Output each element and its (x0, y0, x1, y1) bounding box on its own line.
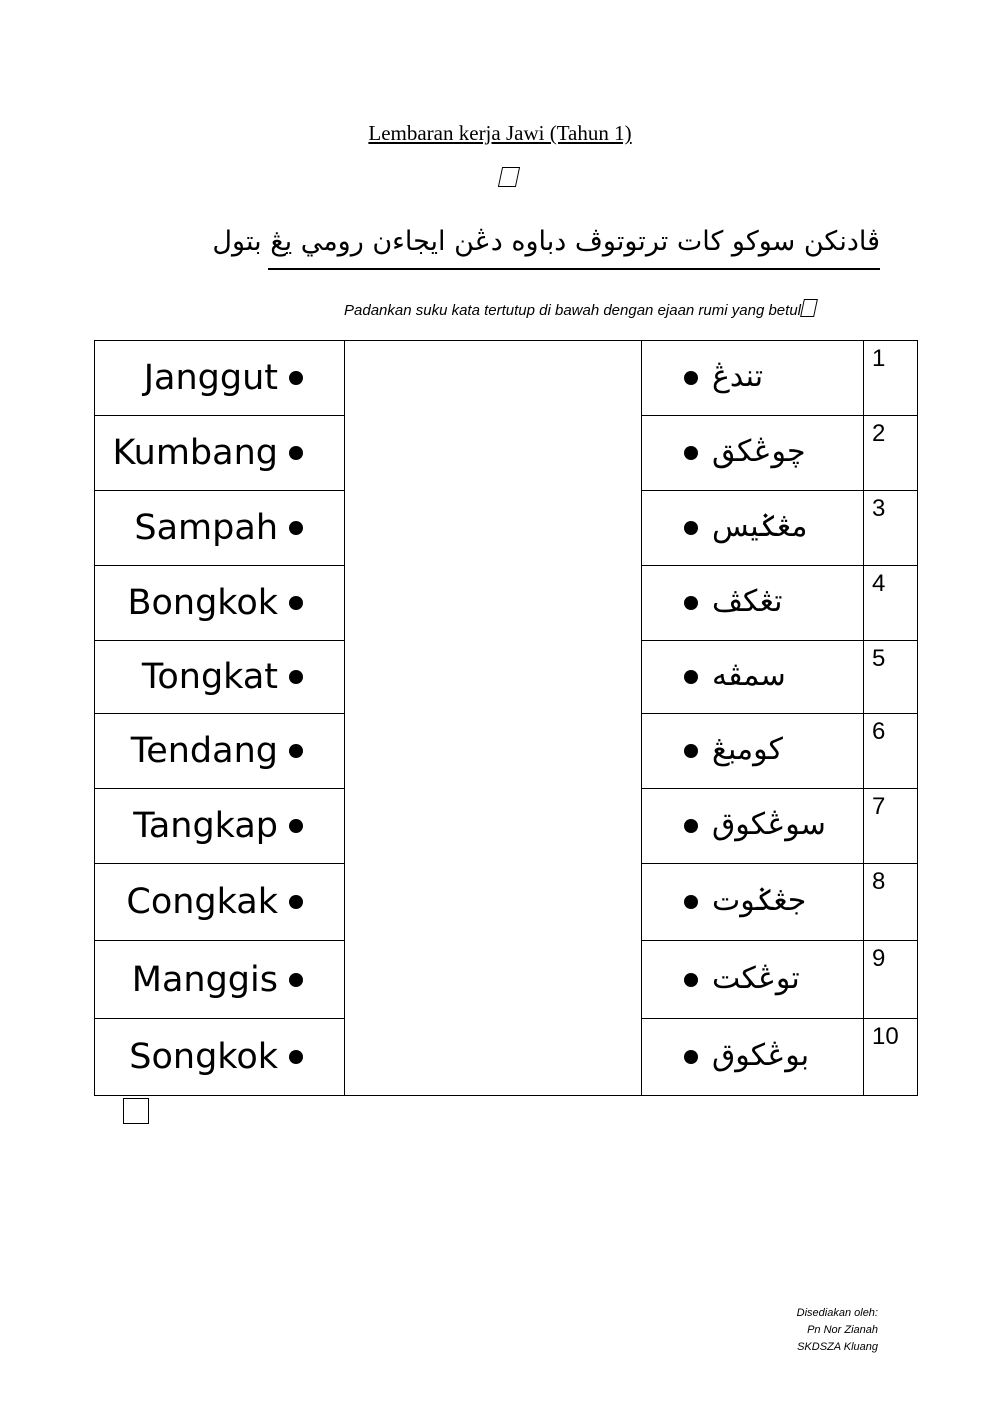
row-number: 10 (872, 1023, 899, 1050)
match-dot-icon[interactable] (289, 819, 303, 833)
rumi-word-cell (95, 416, 345, 491)
rumi-word: Janggut (143, 358, 278, 398)
credit-author-name: Pn Nor Zianah (807, 1324, 878, 1336)
match-dot-icon[interactable] (289, 670, 303, 684)
jawi-word: بوڠكوق (712, 1037, 810, 1073)
jawi-word: تڠكڤ (712, 583, 783, 619)
jawi-word-cell (642, 789, 864, 864)
row-number-cell (864, 566, 918, 641)
row-number: 9 (872, 945, 886, 972)
match-dot-icon[interactable] (289, 1050, 303, 1064)
rumi-word-cell (95, 789, 345, 864)
placeholder-glyph-icon (800, 299, 818, 317)
rumi-instruction (344, 299, 816, 319)
match-dot-icon[interactable] (289, 596, 303, 610)
rumi-word: Tangkap (133, 806, 278, 846)
jawi-word: چوڠكق (712, 433, 806, 469)
row-number-cell (864, 1019, 918, 1096)
match-dot-icon[interactable] (684, 1050, 698, 1064)
rumi-word-cell (95, 641, 345, 714)
row-number-cell (864, 641, 918, 714)
rumi-instruction-text: Padankan suku kata tertutup di bawah dengan ejaan rumi yang betul (344, 302, 801, 319)
match-dot-icon[interactable] (289, 744, 303, 758)
row-number-cell (864, 941, 918, 1019)
match-dot-icon[interactable] (289, 446, 303, 460)
match-dot-icon[interactable] (289, 895, 303, 909)
rumi-word-cell (95, 341, 345, 416)
jawi-word-cell (642, 1019, 864, 1096)
match-dot-icon[interactable] (684, 521, 698, 535)
match-dot-icon[interactable] (289, 521, 303, 535)
row-number: 7 (872, 793, 886, 820)
jawi-word-cell (642, 341, 864, 416)
jawi-word: سوڠكوق (712, 806, 826, 842)
jawi-word-cell (642, 864, 864, 941)
placeholder-glyph-icon (498, 167, 520, 187)
row-number: 4 (872, 570, 886, 597)
match-dot-icon[interactable] (684, 973, 698, 987)
rumi-word: Sampah (134, 508, 278, 548)
rumi-word-cell (95, 566, 345, 641)
rumi-word-cell (95, 1019, 345, 1096)
row-number: 8 (872, 868, 886, 895)
rumi-word: Songkok (129, 1037, 278, 1077)
rumi-word-cell (95, 714, 345, 789)
jawi-instruction: ڤادنكن سوكو كات ترتوتوڤ دباوه دڠن ايجاءن رومي يڠ بتول (268, 222, 880, 270)
jawi-word: تندڠ (712, 358, 764, 394)
credit-school: SKDSZA Kluang (797, 1341, 878, 1353)
match-dot-icon[interactable] (684, 670, 698, 684)
match-dot-icon[interactable] (684, 446, 698, 460)
jawi-word: مڠݢيس (712, 508, 808, 544)
credit-prepared-by: Disediakan oleh: (796, 1307, 878, 1319)
row-number: 5 (872, 645, 886, 672)
jawi-word-cell (642, 491, 864, 566)
matching-area[interactable] (345, 341, 642, 1096)
jawi-word-cell (642, 714, 864, 789)
jawi-word-cell (642, 641, 864, 714)
jawi-word-cell (642, 566, 864, 641)
match-dot-icon[interactable] (684, 596, 698, 610)
rumi-word: Tendang (130, 731, 278, 771)
rumi-word-cell (95, 941, 345, 1019)
row-number-cell (864, 491, 918, 566)
jawi-word: جڠݢوت (712, 882, 807, 918)
row-number-cell (864, 416, 918, 491)
match-dot-icon[interactable] (684, 744, 698, 758)
match-dot-icon[interactable] (684, 371, 698, 385)
rumi-word: Bongkok (127, 583, 278, 623)
row-number-cell (864, 789, 918, 864)
rumi-word: Tongkat (141, 657, 278, 697)
empty-checkbox-icon (123, 1098, 149, 1124)
row-number: 1 (872, 345, 886, 372)
rumi-word: Congkak (126, 882, 278, 922)
row-number-cell (864, 864, 918, 941)
author-credit (700, 1305, 878, 1356)
row-number-cell (864, 714, 918, 789)
rumi-word-cell (95, 491, 345, 566)
jawi-word-cell (642, 416, 864, 491)
worksheet-title: Lembaran kerja Jawi (Tahun 1) (368, 121, 632, 145)
jawi-word-cell (642, 941, 864, 1019)
matching-table (94, 340, 918, 1096)
match-dot-icon[interactable] (684, 819, 698, 833)
row-number: 2 (872, 420, 886, 447)
jawi-word: توڠكت (712, 960, 800, 996)
jawi-word: سمڤه (712, 657, 786, 693)
jawi-word: كومبڠ (712, 731, 783, 767)
table-row (95, 341, 918, 416)
match-dot-icon[interactable] (289, 371, 303, 385)
row-number-cell (864, 341, 918, 416)
rumi-word: Manggis (131, 959, 278, 1000)
rumi-word-cell (95, 864, 345, 941)
row-number: 3 (872, 495, 886, 522)
rumi-word: Kumbang (112, 433, 278, 473)
match-dot-icon[interactable] (289, 973, 303, 987)
match-dot-icon[interactable] (684, 895, 698, 909)
row-number: 6 (872, 718, 886, 745)
